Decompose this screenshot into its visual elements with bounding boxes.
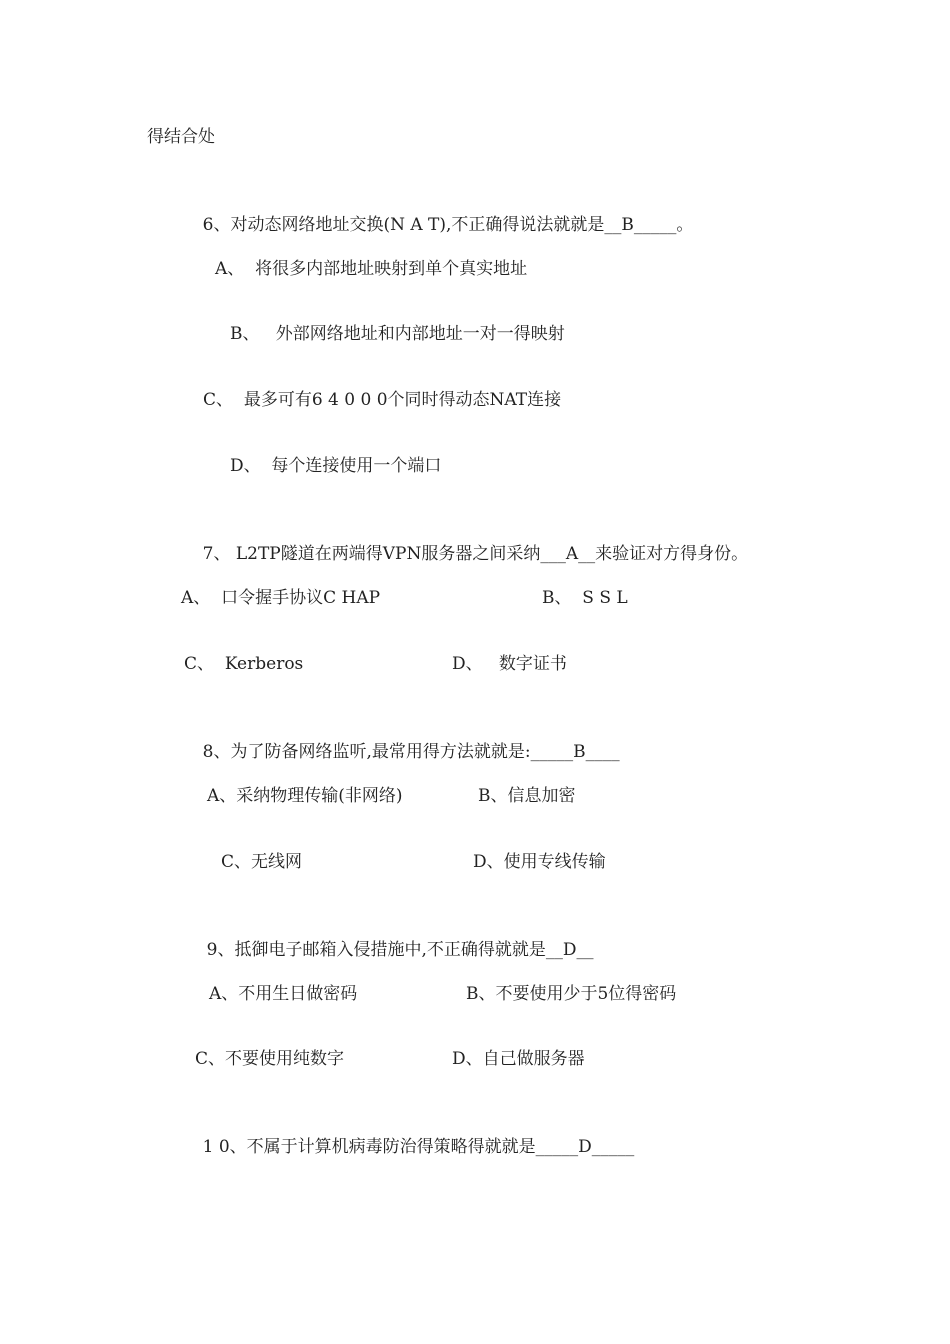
question-7-option-a: A、 口令握手协议C HAP <box>181 588 381 608</box>
question-6-option-d: D、 每个连接使用一个端口 <box>230 456 442 476</box>
question-7-option-c: C、 Kerberos <box>184 654 304 674</box>
question-10 <box>181 1114 634 1180</box>
question-7-text: 7、 L2TP隧道在两端得VPN服务器之间采纳 <box>202 544 541 564</box>
question-6 <box>181 192 693 258</box>
question-6-answer: __B_____ <box>604 215 677 235</box>
question-9-option-a: A、不用生日做密码 <box>209 984 358 1004</box>
question-6-text: 6、对动态网络地址交换(N A T),不正确得说法就就是 <box>202 215 605 235</box>
question-9-option-d: D、自己做服务器 <box>452 1049 585 1069</box>
question-7-end: 来验证对方得身份。 <box>595 544 749 564</box>
question-9-option-b: B、不要使用少于5位得密码 <box>466 984 677 1004</box>
question-6-end: 。 <box>676 215 694 235</box>
question-10-text: 1 0、不属于计算机病毒防治得策略得就就是 <box>202 1137 536 1157</box>
question-6-option-a: A、 将很多内部地址映射到单个真实地址 <box>215 259 528 279</box>
question-7-option-b: B、 S S L <box>542 588 628 608</box>
question-8-text: 8、为了防备网络监听,最常用得方法就就是: <box>202 742 531 762</box>
question-7-option-d: D、 数字证书 <box>452 654 567 674</box>
continued-text: 得结合处 <box>147 127 215 147</box>
question-8-option-d: D、使用专线传输 <box>473 852 606 872</box>
question-8-option-a: A、采纳物理传输(非网络) <box>207 786 403 806</box>
question-8-option-b: B、信息加密 <box>478 786 576 806</box>
question-7-answer: ___A__ <box>540 544 596 564</box>
question-6-option-b: B、 外部网络地址和内部地址一对一得映射 <box>230 324 565 344</box>
question-8-option-c: C、无线网 <box>221 852 303 872</box>
question-10-answer: _____D_____ <box>535 1137 635 1157</box>
question-7 <box>181 521 748 587</box>
question-9-answer: __D__ <box>545 940 594 960</box>
question-8-answer: _____B____ <box>530 742 620 762</box>
question-8 <box>181 719 620 785</box>
question-9-text: 9、抵御电子邮箱入侵措施中,不正确得就就是 <box>206 940 546 960</box>
question-6-option-c: C、 最多可有6 4 0 0 0个同时得动态NAT连接 <box>203 390 562 410</box>
question-9-option-c: C、不要使用纯数字 <box>195 1049 345 1069</box>
question-9 <box>185 917 594 983</box>
